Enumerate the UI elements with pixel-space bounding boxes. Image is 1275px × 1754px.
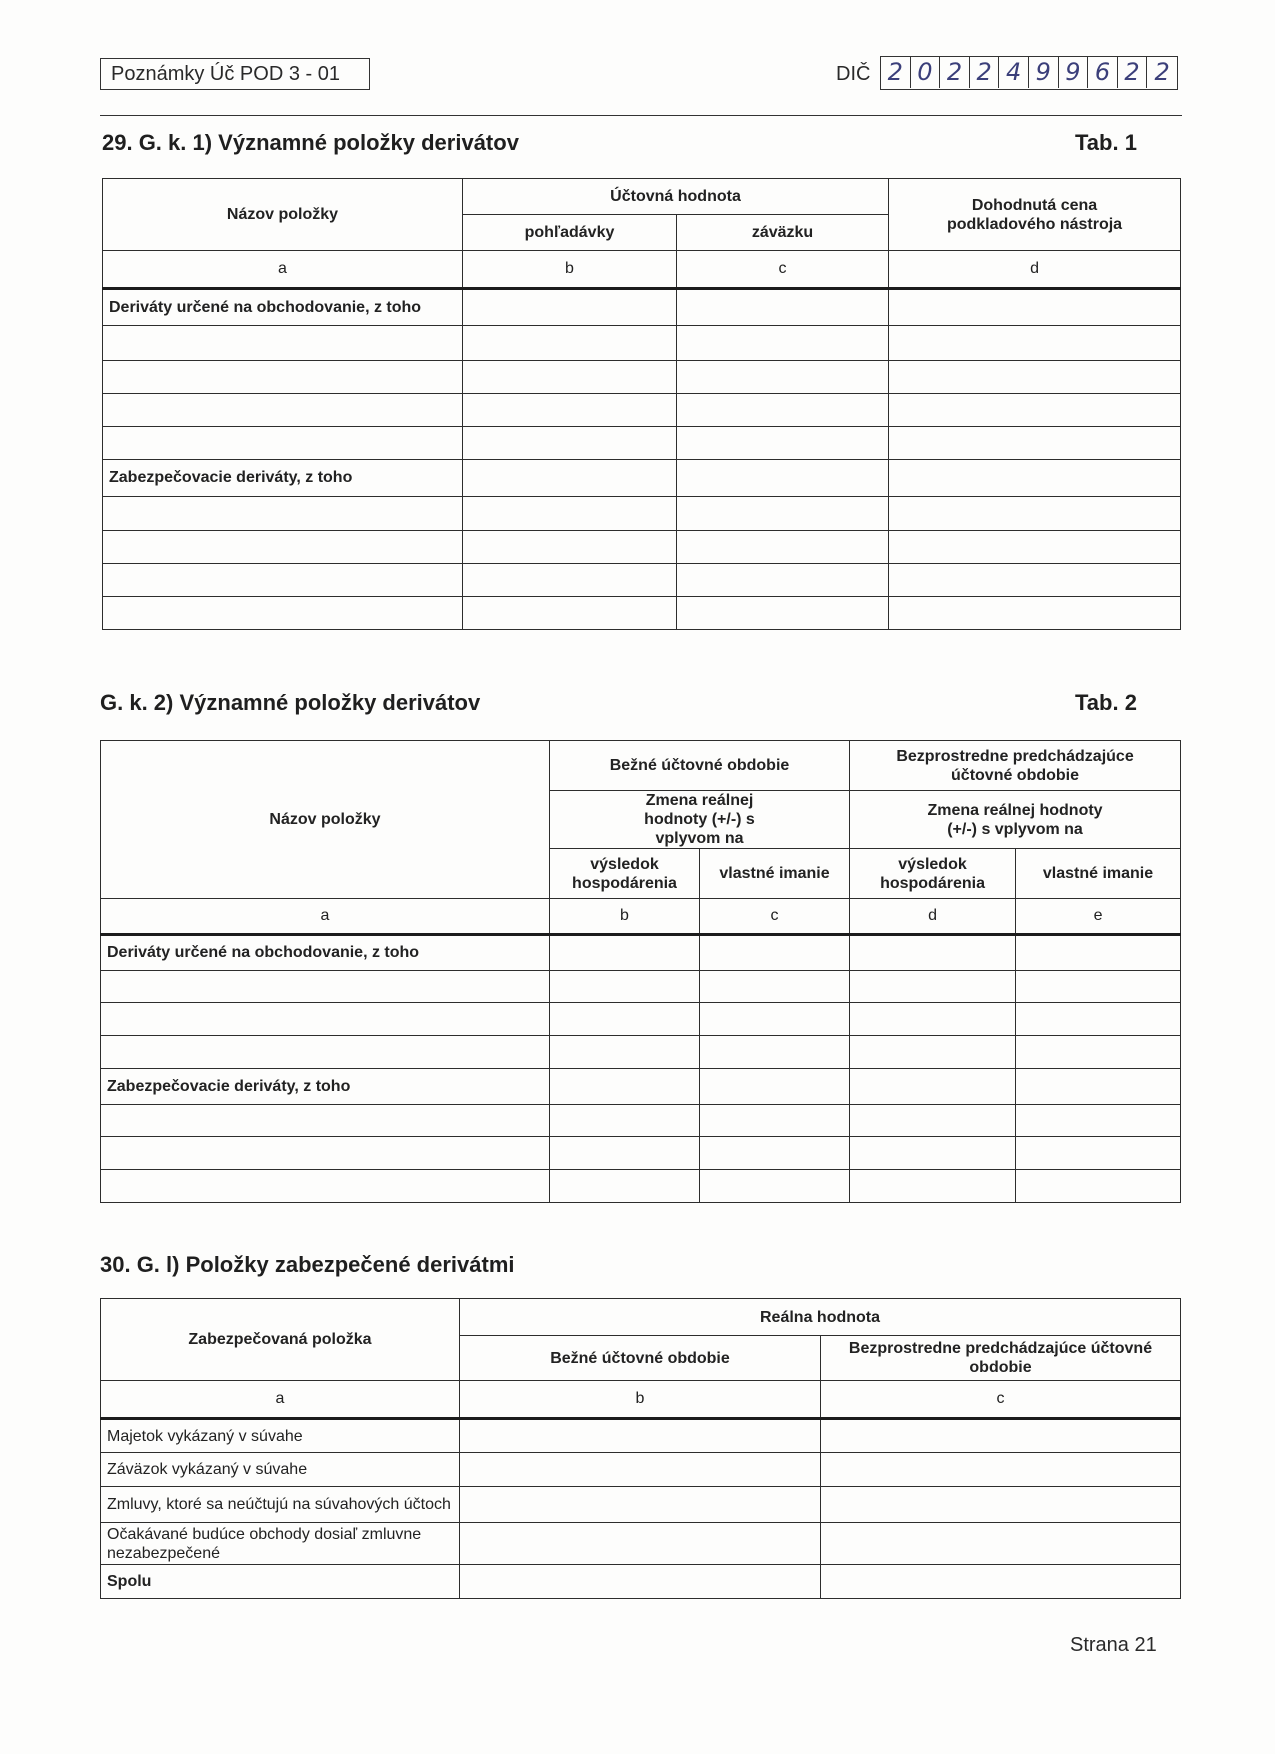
value-cell[interactable]: [889, 597, 1181, 630]
value-cell[interactable]: [460, 1565, 821, 1599]
value-cell[interactable]: [463, 497, 677, 531]
value-cell[interactable]: [460, 1487, 821, 1523]
table-row: [103, 564, 1181, 597]
header-equity: vlastné imanie: [1016, 849, 1181, 899]
value-cell[interactable]: [550, 1137, 700, 1170]
column-letter: a: [101, 1381, 460, 1419]
tab-1-label: Tab. 1: [1075, 130, 1137, 155]
header-fair-value-change: Zmena reálnej hodnoty (+/-) s vplyvom na: [550, 791, 850, 849]
header-item-name: Názov položky: [103, 179, 463, 251]
value-cell[interactable]: [460, 1453, 821, 1487]
row-label: Zabezpečovacie deriváty, z toho: [101, 1069, 550, 1105]
table-row: [103, 597, 1181, 630]
value-cell[interactable]: [677, 289, 889, 326]
value-cell[interactable]: [463, 289, 677, 326]
dic-digit[interactable]: 4: [999, 57, 1029, 88]
header-profit-loss: výsledok hospodárenia: [550, 849, 700, 899]
header-previous-period: Bezprostredne predchádzajúce účtovné obdobie: [850, 741, 1181, 791]
value-cell[interactable]: [700, 1003, 850, 1036]
value-cell[interactable]: [850, 935, 1016, 971]
row-label: [101, 1170, 550, 1203]
header-divider: [100, 115, 1182, 116]
column-letter: c: [677, 251, 889, 289]
value-cell[interactable]: [1016, 1069, 1181, 1105]
value-cell[interactable]: [677, 427, 889, 460]
value-cell[interactable]: [700, 1069, 850, 1105]
header-equity: vlastné imanie: [700, 849, 850, 899]
row-label: Majetok vykázaný v súvahe: [101, 1419, 460, 1453]
table-row: [101, 1003, 1181, 1036]
value-cell[interactable]: [821, 1453, 1181, 1487]
value-cell[interactable]: [463, 394, 677, 427]
table-row: [103, 460, 1181, 497]
header-profit-loss: výsledok hospodárenia: [850, 849, 1016, 899]
value-cell[interactable]: [1016, 1003, 1181, 1036]
value-cell[interactable]: [889, 564, 1181, 597]
value-cell[interactable]: [821, 1419, 1181, 1453]
value-cell[interactable]: [550, 971, 700, 1003]
form-code: Poznámky Úč POD 3 - 01: [111, 63, 340, 85]
dic-digit[interactable]: 2: [1154, 58, 1170, 86]
value-cell[interactable]: [700, 935, 850, 971]
table-row: [103, 531, 1181, 564]
header-hedged-item: Zabezpečovaná položka: [101, 1299, 460, 1381]
value-cell[interactable]: [821, 1565, 1181, 1599]
value-cell[interactable]: [889, 497, 1181, 531]
table-row: [101, 1036, 1181, 1069]
value-cell[interactable]: [463, 326, 677, 361]
value-cell[interactable]: [1016, 971, 1181, 1003]
table-row: [101, 935, 1181, 971]
column-letter: d: [850, 899, 1016, 935]
dic-digit[interactable]: 2: [1118, 57, 1148, 88]
value-cell[interactable]: [463, 564, 677, 597]
dic-field[interactable]: [880, 56, 1178, 90]
row-label: Spolu: [101, 1565, 460, 1599]
value-cell[interactable]: [889, 326, 1181, 361]
row-label: [103, 394, 463, 427]
value-cell[interactable]: [550, 935, 700, 971]
table-row: [101, 1069, 1181, 1105]
row-label: [103, 564, 463, 597]
row-label: [101, 971, 550, 1003]
value-cell[interactable]: [889, 460, 1181, 497]
dic-digit[interactable]: 9: [1059, 57, 1089, 88]
header-liabilities: záväzku: [677, 215, 889, 251]
value-cell[interactable]: [889, 531, 1181, 564]
value-cell[interactable]: [850, 1003, 1016, 1036]
dic-digit[interactable]: 2: [970, 57, 1000, 88]
row-label: [101, 1105, 550, 1137]
dic-digit[interactable]: 2: [881, 57, 911, 88]
column-letter: b: [460, 1381, 821, 1419]
value-cell[interactable]: [677, 326, 889, 361]
header-fair-value-change: Zmena reálnej hodnoty (+/-) s vplyvom na: [850, 791, 1181, 849]
value-cell[interactable]: [550, 1036, 700, 1069]
table-row: [101, 1137, 1181, 1170]
table-row: [101, 1565, 1181, 1599]
row-label: [103, 497, 463, 531]
table-significant-derivatives-1: [102, 178, 1181, 630]
table-row: [103, 394, 1181, 427]
value-cell[interactable]: [821, 1487, 1181, 1523]
dic-digit[interactable]: 9: [1029, 57, 1059, 88]
value-cell[interactable]: [677, 531, 889, 564]
value-cell[interactable]: [677, 394, 889, 427]
value-cell[interactable]: [550, 1003, 700, 1036]
header-receivables: pohľadávky: [463, 215, 677, 251]
table-row: [101, 1453, 1181, 1487]
dic-digit[interactable]: 0: [911, 57, 941, 88]
header-previous-period: Bezprostredne predchádzajúce účtovné obdobie: [821, 1336, 1181, 1381]
column-letter: d: [889, 251, 1181, 289]
column-letter: c: [700, 899, 850, 935]
value-cell[interactable]: [463, 361, 677, 394]
value-cell[interactable]: [700, 971, 850, 1003]
value-cell[interactable]: [850, 1105, 1016, 1137]
value-cell[interactable]: [550, 1170, 700, 1203]
table-row: [103, 326, 1181, 361]
column-letter: a: [101, 899, 550, 935]
value-cell[interactable]: [700, 1105, 850, 1137]
value-cell[interactable]: [1016, 935, 1181, 971]
value-cell[interactable]: [463, 427, 677, 460]
row-label: [101, 1036, 550, 1069]
dic-label: DIČ: [836, 63, 871, 85]
value-cell[interactable]: [700, 1137, 850, 1170]
value-cell[interactable]: [1016, 1170, 1181, 1203]
table-row: [101, 1487, 1181, 1523]
column-letter: b: [550, 899, 700, 935]
row-label: [103, 326, 463, 361]
table-row: [103, 361, 1181, 394]
value-cell[interactable]: [550, 1105, 700, 1137]
value-cell[interactable]: [1016, 1036, 1181, 1069]
row-label: Deriváty určené na obchodovanie, z toho: [101, 935, 550, 971]
table-row: [101, 1170, 1181, 1203]
row-label: Zmluvy, ktoré sa neúčtujú na súvahových účtoch: [101, 1487, 460, 1523]
row-label: Záväzok vykázaný v súvahe: [101, 1453, 460, 1487]
table-row: [103, 497, 1181, 531]
value-cell[interactable]: [550, 1069, 700, 1105]
header-current-period: Bežné účtovné obdobie: [460, 1336, 821, 1381]
table-row: [101, 1105, 1181, 1137]
value-cell[interactable]: [700, 1170, 850, 1203]
row-label: [103, 427, 463, 460]
value-cell[interactable]: [889, 361, 1181, 394]
value-cell[interactable]: [850, 971, 1016, 1003]
header-fair-value: Reálna hodnota: [460, 1299, 1181, 1336]
section-30-title: 30. G. l) Položky zabezpečené derivátmi: [100, 1252, 515, 1277]
table-row: [101, 971, 1181, 1003]
row-label: Deriváty určené na obchodovanie, z toho: [103, 289, 463, 326]
column-letter: b: [463, 251, 677, 289]
form-code-box: [100, 58, 370, 90]
value-cell[interactable]: [677, 564, 889, 597]
row-label: [101, 1003, 550, 1036]
row-label: [103, 597, 463, 630]
value-cell[interactable]: [677, 361, 889, 394]
value-cell[interactable]: [821, 1523, 1181, 1565]
header-current-period: Bežné účtovné obdobie: [550, 741, 850, 791]
dic-digit[interactable]: 6: [1088, 57, 1118, 88]
value-cell[interactable]: [850, 1137, 1016, 1170]
value-cell[interactable]: [850, 1069, 1016, 1105]
value-cell[interactable]: [460, 1523, 821, 1565]
value-cell[interactable]: [677, 497, 889, 531]
value-cell[interactable]: [889, 427, 1181, 460]
value-cell[interactable]: [463, 531, 677, 564]
section-29-title: 29. G. k. 1) Významné položky derivátov: [102, 130, 519, 155]
section-gk2-title: G. k. 2) Významné položky derivátov: [100, 690, 481, 715]
page-number: Strana 21: [1070, 1634, 1157, 1656]
value-cell[interactable]: [850, 1036, 1016, 1069]
value-cell[interactable]: [889, 394, 1181, 427]
dic-digit[interactable]: 2: [940, 57, 970, 88]
column-letter: a: [103, 251, 463, 289]
value-cell[interactable]: [677, 460, 889, 497]
header-item-name: Názov položky: [101, 741, 550, 899]
table-row: [103, 289, 1181, 326]
table-row: [101, 1523, 1181, 1565]
value-cell[interactable]: [850, 1170, 1016, 1203]
column-letter: c: [821, 1381, 1181, 1419]
row-label: Očakávané budúce obchody dosiaľ zmluvne nezabezpečené: [101, 1523, 460, 1565]
table-significant-derivatives-2: [100, 740, 1181, 1203]
row-label: [101, 1137, 550, 1170]
value-cell[interactable]: [677, 597, 889, 630]
header-book-value: Účtovná hodnota: [463, 179, 889, 215]
table-row: [103, 427, 1181, 460]
table-hedged-items: [100, 1298, 1181, 1599]
value-cell[interactable]: [463, 460, 677, 497]
row-label: Zabezpečovacie deriváty, z toho: [103, 460, 463, 497]
value-cell[interactable]: [1016, 1137, 1181, 1170]
value-cell[interactable]: [889, 289, 1181, 326]
row-label: [103, 531, 463, 564]
value-cell[interactable]: [460, 1419, 821, 1453]
tab-2-label: Tab. 2: [1075, 690, 1137, 715]
value-cell[interactable]: [463, 597, 677, 630]
row-label: [103, 361, 463, 394]
value-cell[interactable]: [700, 1036, 850, 1069]
column-letter: e: [1016, 899, 1181, 935]
header-agreed-price: Dohodnutá cena podkladového nástroja: [889, 179, 1181, 251]
value-cell[interactable]: [1016, 1105, 1181, 1137]
table-row: [101, 1419, 1181, 1453]
